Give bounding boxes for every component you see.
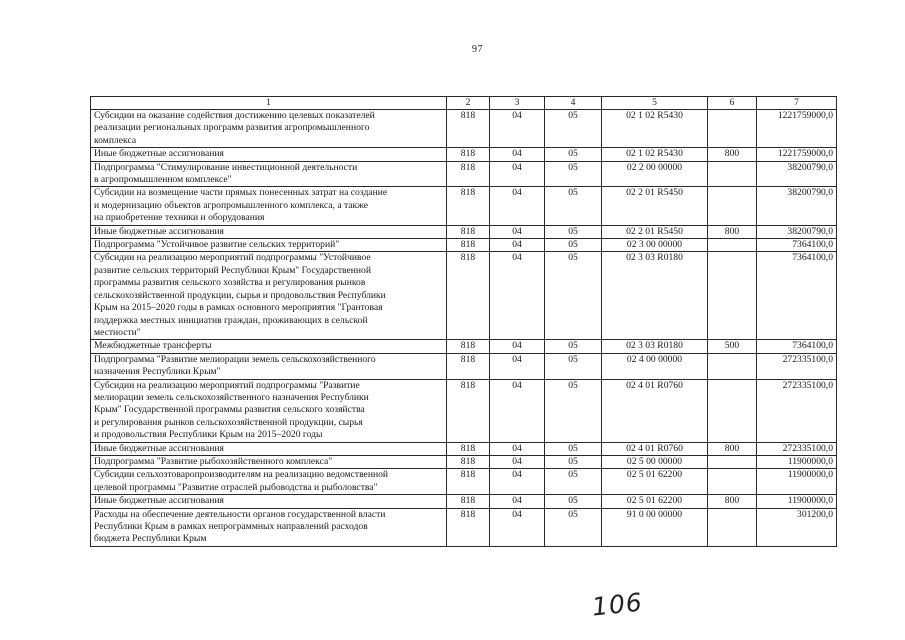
header-col-2: 2	[447, 97, 490, 110]
row-target-article: 02 4 01 R0760	[602, 379, 708, 442]
table-row	[91, 495, 837, 508]
row-target-article: 02 2 01 R5450	[602, 225, 708, 238]
row-section-code: 04	[490, 110, 545, 148]
row-amount: 38200790,0	[757, 161, 837, 187]
row-name: Расходы на обеспечение деятельности органов государственной власти Республики Крым в рамках непрограммных направлений расходов бюджета Республики Крым	[91, 508, 447, 546]
row-section-code: 04	[490, 455, 545, 468]
row-subsection-code: 05	[545, 225, 602, 238]
row-name: Субсидии на реализацию мероприятий подпрограммы "Развитие мелиорации земель сельскохозяйственного назначения Республики Крым" Государственной программы развития сельского хозяйства и регулирования рынков сельскохозяйственной продукции, сырья и продовольствия Республики Крым на 2015–2020 годы	[91, 379, 447, 442]
table-row	[91, 110, 837, 148]
row-name: Субсидии на возмещение части прямых понесенных затрат на создание и модернизацию объектов агропромышленного комплекса, а также на приобретение техники и оборудования	[91, 187, 447, 225]
row-section-code: 04	[490, 252, 545, 340]
row-section-code: 04	[490, 508, 545, 546]
row-amount: 7364100,0	[757, 239, 837, 252]
row-amount: 1221759000,0	[757, 148, 837, 161]
table-row	[91, 187, 837, 225]
row-name: Субсидии сельхозтоваропроизводителям на реализацию ведомственной целевой программы "Развитие отраслей рыбоводства и рыболовства"	[91, 469, 447, 495]
row-amount: 38200790,0	[757, 187, 837, 225]
table-row	[91, 442, 837, 455]
row-name: Иные бюджетные ассигнования	[91, 442, 447, 455]
budget-table	[90, 96, 837, 547]
row-ministry-code: 818	[447, 469, 490, 495]
row-amount: 272335100,0	[757, 442, 837, 455]
table-row	[91, 252, 837, 340]
row-subsection-code: 05	[545, 161, 602, 187]
row-expense-type	[708, 353, 757, 379]
row-name: Субсидии на оказание содействия достижению целевых показателей реализации региональных программ развития агропромышленного комплекса	[91, 110, 447, 148]
row-expense-type: 800	[708, 495, 757, 508]
row-section-code: 04	[490, 442, 545, 455]
row-target-article: 02 4 01 R0760	[602, 442, 708, 455]
row-ministry-code: 818	[447, 353, 490, 379]
row-expense-type: 500	[708, 340, 757, 353]
table-row	[91, 161, 837, 187]
row-subsection-code: 05	[545, 148, 602, 161]
header-col-5: 5	[602, 97, 708, 110]
row-expense-type: 800	[708, 442, 757, 455]
row-expense-type	[708, 252, 757, 340]
row-name: Субсидии на реализацию мероприятий подпрограммы "Устойчивое развитие сельских территорий Республики Крым" Государственной программы развития сельского хозяйства и регулирования рынков сельскохозяйственной продукции, сырья и продовольствия Республики Крым на 2015–2020 годы в рамках основного мероприятия "Грантовая поддержка местных инициатив граждан, проживающих в сельской местности"	[91, 252, 447, 340]
row-amount: 11900000,0	[757, 469, 837, 495]
row-section-code: 04	[490, 148, 545, 161]
table-row	[91, 148, 837, 161]
header-col-6: 6	[708, 97, 757, 110]
row-amount: 7364100,0	[757, 252, 837, 340]
row-ministry-code: 818	[447, 225, 490, 238]
row-amount: 11900000,0	[757, 495, 837, 508]
row-target-article: 02 3 03 R0180	[602, 340, 708, 353]
row-expense-type	[708, 469, 757, 495]
row-target-article: 02 5 01 62200	[602, 469, 708, 495]
row-section-code: 04	[490, 340, 545, 353]
row-target-article: 02 3 03 R0180	[602, 252, 708, 340]
row-amount: 38200790,0	[757, 225, 837, 238]
row-ministry-code: 818	[447, 148, 490, 161]
row-subsection-code: 05	[545, 379, 602, 442]
table-row	[91, 455, 837, 468]
row-subsection-code: 05	[545, 252, 602, 340]
row-expense-type	[708, 239, 757, 252]
row-name: Подпрограмма "Развитие рыбохозяйственного комплекса"	[91, 455, 447, 468]
row-ministry-code: 818	[447, 239, 490, 252]
row-name: Иные бюджетные ассигнования	[91, 148, 447, 161]
header-col-7: 7	[757, 97, 837, 110]
row-expense-type: 800	[708, 225, 757, 238]
header-col-1: 1	[91, 97, 447, 110]
row-name: Подпрограмма "Развитие мелиорации земель сельскохозяйственного назначения Республики Крым"	[91, 353, 447, 379]
table-row	[91, 379, 837, 442]
row-name: Иные бюджетные ассигнования	[91, 495, 447, 508]
row-subsection-code: 05	[545, 239, 602, 252]
row-section-code: 04	[490, 161, 545, 187]
row-amount: 272335100,0	[757, 353, 837, 379]
row-subsection-code: 05	[545, 187, 602, 225]
row-subsection-code: 05	[545, 495, 602, 508]
row-section-code: 04	[490, 239, 545, 252]
row-name: Подпрограмма "Устойчивое развитие сельских территорий"	[91, 239, 447, 252]
row-section-code: 04	[490, 187, 545, 225]
row-target-article: 02 5 00 00000	[602, 455, 708, 468]
row-section-code: 04	[490, 469, 545, 495]
table-body	[91, 110, 837, 547]
row-target-article: 02 1 02 R5430	[602, 148, 708, 161]
row-name: Иные бюджетные ассигнования	[91, 225, 447, 238]
row-target-article: 02 2 00 00000	[602, 161, 708, 187]
row-ministry-code: 818	[447, 340, 490, 353]
row-ministry-code: 818	[447, 187, 490, 225]
row-expense-type	[708, 110, 757, 148]
row-expense-type	[708, 455, 757, 468]
row-expense-type	[708, 187, 757, 225]
table-row	[91, 340, 837, 353]
row-expense-type	[708, 379, 757, 442]
row-section-code: 04	[490, 225, 545, 238]
row-ministry-code: 818	[447, 252, 490, 340]
row-ministry-code: 818	[447, 161, 490, 187]
row-subsection-code: 05	[545, 110, 602, 148]
row-subsection-code: 05	[545, 353, 602, 379]
row-amount: 301200,0	[757, 508, 837, 546]
table-row	[91, 353, 837, 379]
row-ministry-code: 818	[447, 442, 490, 455]
row-subsection-code: 05	[545, 508, 602, 546]
row-ministry-code: 818	[447, 379, 490, 442]
row-subsection-code: 05	[545, 340, 602, 353]
handwritten-page-number: 106	[590, 587, 645, 622]
header-col-4: 4	[545, 97, 602, 110]
row-target-article: 02 4 00 00000	[602, 353, 708, 379]
row-name: Межбюджетные трансферты	[91, 340, 447, 353]
table-row	[91, 508, 837, 546]
row-ministry-code: 818	[447, 110, 490, 148]
row-expense-type: 800	[708, 148, 757, 161]
table-row	[91, 469, 837, 495]
row-target-article: 02 1 02 R5430	[602, 110, 708, 148]
table-row	[91, 225, 837, 238]
row-ministry-code: 818	[447, 495, 490, 508]
row-section-code: 04	[490, 353, 545, 379]
row-target-article: 91 0 00 00000	[602, 508, 708, 546]
row-target-article: 02 3 00 00000	[602, 239, 708, 252]
page-number: 97	[472, 44, 483, 55]
row-section-code: 04	[490, 379, 545, 442]
row-subsection-code: 05	[545, 442, 602, 455]
row-expense-type	[708, 508, 757, 546]
row-amount: 7364100,0	[757, 340, 837, 353]
row-amount: 11900000,0	[757, 455, 837, 468]
row-name: Подпрограмма "Стимулирование инвестиционной деятельности в агропромышленном комплексе"	[91, 161, 447, 187]
row-ministry-code: 818	[447, 455, 490, 468]
header-col-3: 3	[490, 97, 545, 110]
row-amount: 1221759000,0	[757, 110, 837, 148]
row-subsection-code: 05	[545, 455, 602, 468]
row-ministry-code: 818	[447, 508, 490, 546]
row-target-article: 02 5 01 62200	[602, 495, 708, 508]
table-row	[91, 239, 837, 252]
row-expense-type	[708, 161, 757, 187]
header-row	[91, 97, 837, 110]
row-amount: 272335100,0	[757, 379, 837, 442]
row-subsection-code: 05	[545, 469, 602, 495]
row-section-code: 04	[490, 495, 545, 508]
row-target-article: 02 2 01 R5450	[602, 187, 708, 225]
